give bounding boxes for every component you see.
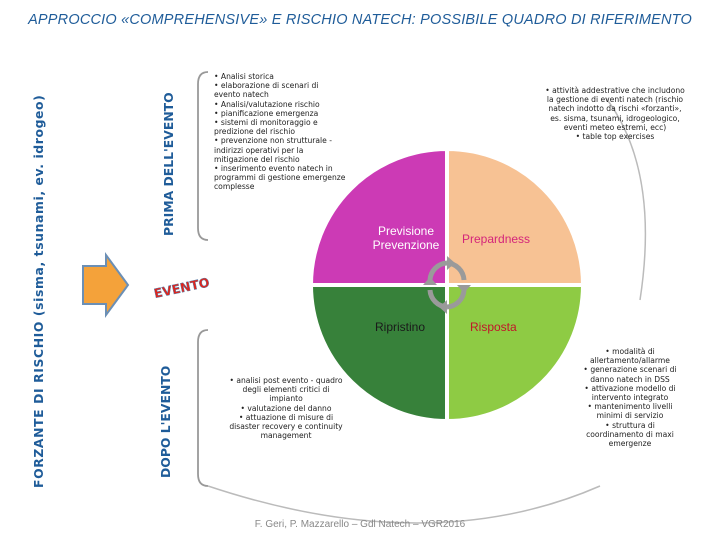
note-line: eventi meteo estremi, ecc) xyxy=(563,122,667,132)
note-line: management xyxy=(260,431,312,441)
note-line: mitigazione del rischio xyxy=(214,154,300,164)
quadrant-label-response: Risposta xyxy=(470,320,517,334)
note-line: la gestione di eventi natech (rischio xyxy=(546,95,684,105)
note-line: complesse xyxy=(214,182,255,192)
after-event-label: DOPO L'EVENTO xyxy=(158,365,173,478)
note-line: • valutazione del danno xyxy=(240,403,332,413)
note-line: • inserimento evento natech in xyxy=(214,164,333,174)
note-line: • Analisi/valutazione rischio xyxy=(214,99,320,109)
before-bracket xyxy=(198,72,208,240)
page-title: APPROCCIO «COMPREHENSIVE» E RISCHIO NATECH: POSSIBILE QUADRO DI RIFERIMENTO xyxy=(28,12,692,28)
note-line: emergenze xyxy=(608,439,652,449)
risk-driver-label: FORZANTE DI RISCHIO (sisma, tsunami, ev. idrogeo) xyxy=(31,94,46,488)
note-line: • attivazione modello di xyxy=(584,383,676,393)
after-bracket xyxy=(198,330,208,486)
note-line: • struttura di xyxy=(605,420,655,430)
note-line: • generazione scenari di xyxy=(583,365,677,375)
quadrant-label-preparedness: Prepardness xyxy=(462,232,531,246)
note-line: predizione del rischio xyxy=(214,127,295,137)
note-line: indirizzi operativi per la xyxy=(214,145,304,155)
note-line: es. sisma, tsunami, idrogeologico, xyxy=(550,113,680,123)
note-line: intervento integrato xyxy=(591,393,669,403)
quadrant-label-recovery: Ripristino xyxy=(374,320,425,334)
note-line: disaster recovery e continuity xyxy=(229,422,343,432)
before-event-label: PRIMA DELL'EVENTO xyxy=(161,92,176,236)
note-line: allertamento/allarme xyxy=(590,356,670,366)
note-line: • table top exercises xyxy=(575,132,655,142)
note-line: • Analisi storica xyxy=(214,72,274,81)
notes-after-right xyxy=(570,347,690,448)
note-line: • attuazione di misure di xyxy=(238,412,334,422)
note-line: natech indotto da rischi «forzanti», xyxy=(548,104,682,114)
note-line: impianto xyxy=(269,394,303,404)
quadrant-label-prevention: Previsione Prevenzione xyxy=(372,224,440,252)
quadrant-top-right xyxy=(447,149,583,285)
note-line: • sistemi di monitoraggio e xyxy=(214,118,318,128)
note-line: • prevenzione non strutturale - xyxy=(214,136,332,146)
bottom-arc xyxy=(208,486,600,523)
event-arrow xyxy=(83,255,128,315)
note-line: • analisi post evento - quadro xyxy=(229,376,343,385)
notes-before-left xyxy=(214,72,345,192)
notes-after-left xyxy=(216,376,356,440)
note-line: danno natech in DSS xyxy=(590,374,670,384)
note-line: • mantenimento livelli xyxy=(587,402,673,412)
note-line: minimi di servizio xyxy=(596,411,664,421)
notes-before-right xyxy=(545,86,685,141)
note-line: programmi di gestione emergenze xyxy=(214,173,346,183)
note-line: • elaborazione di scenari di xyxy=(214,81,319,91)
note-line: • modalità di xyxy=(605,347,655,356)
note-line: degli elementi critici di xyxy=(242,385,330,395)
event-label: EVENTO xyxy=(152,274,211,301)
quadrant-bottom-right xyxy=(447,285,583,421)
note-line: • pianificazione emergenza xyxy=(214,108,319,118)
footer-credit: F. Geri, P. Mazzarello – Gdl Natech – VGR2016 xyxy=(254,519,466,530)
note-line: coordinamento di maxi xyxy=(586,429,674,439)
note-line: • attività addestrative che includono xyxy=(545,86,685,95)
note-line: evento natech xyxy=(214,90,269,100)
